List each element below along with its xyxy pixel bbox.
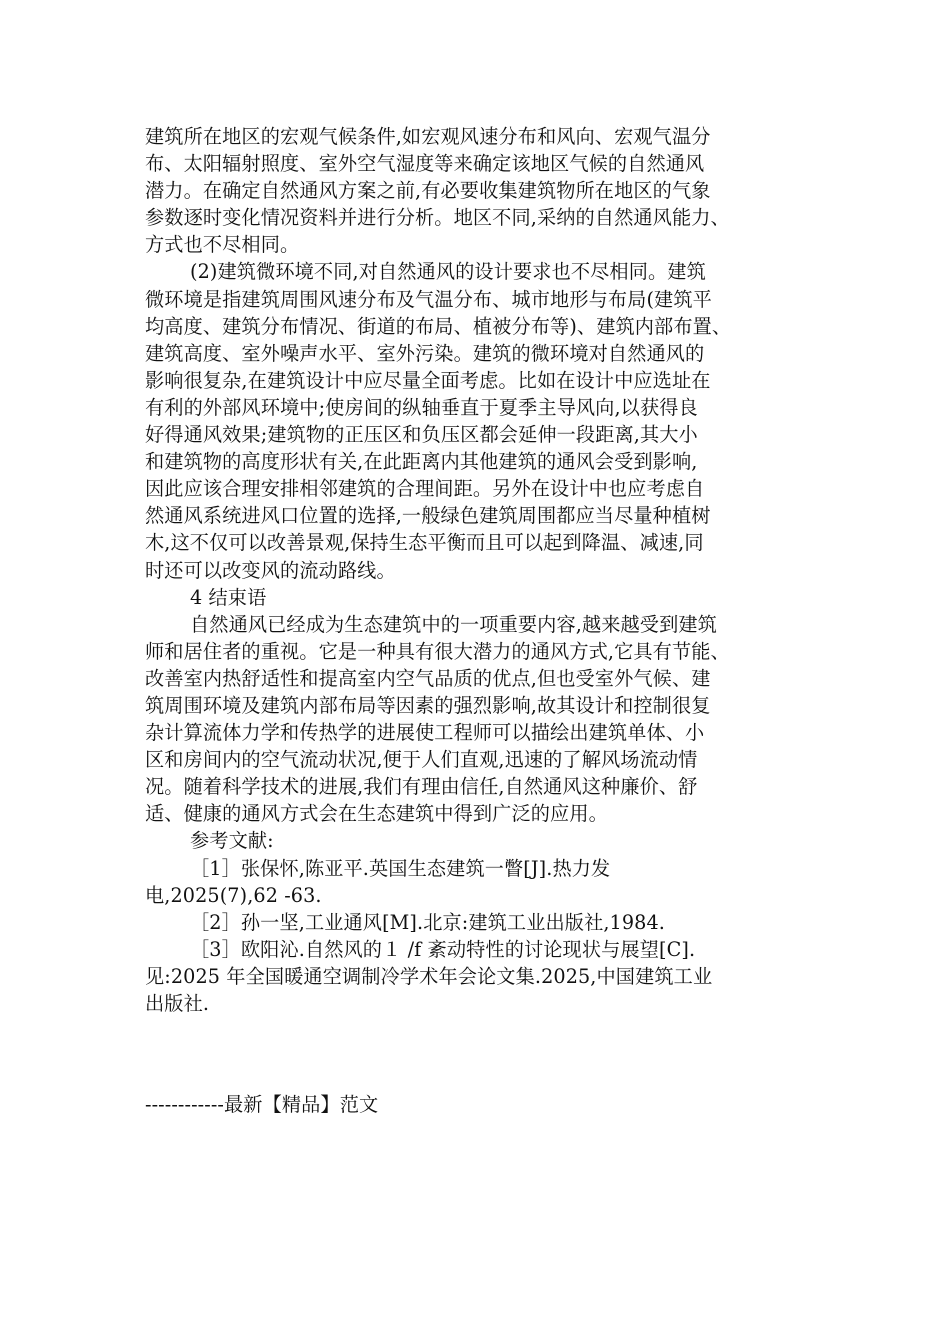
- text-line: 方式也不尽相同。: [145, 233, 300, 257]
- text-line: 和建筑物的高度形状有关,在此距离内其他建筑的通风会受到影响,: [145, 450, 698, 474]
- text-line: 然通风系统进风口位置的选择,一般绿色建筑周围都应当尽量种植树: [145, 504, 711, 528]
- text-line: (2)建筑微环境不同,对自然通风的设计要求也不尽相同。建筑: [190, 260, 706, 284]
- text-line: 师和居住者的重视。它是一种具有很大潜力的通风方式,它具有节能、: [145, 639, 730, 663]
- text-line: 木,这不仅可以改善景观,保持生态平衡而且可以起到降温、减速,同: [145, 531, 704, 555]
- text-line: 自然通风已经成为生态建筑中的一项重要内容,越来越受到建筑: [190, 612, 717, 636]
- text-line: ［3］欧阳沁.自然风的１ /f 紊动特性的讨论现状与展望[C].: [190, 937, 696, 961]
- text-line: 潜力。在确定自然通风方案之前,有必要收集建筑物所在地区的气象: [145, 179, 711, 203]
- text-line: ［2］孙一坚,工业通风[M].北京:建筑工业出版社,1984.: [190, 910, 665, 934]
- text-line: 均高度、建筑分布情况、街道的布局、植被分布等)、建筑内部布置、: [145, 314, 732, 338]
- references-heading: 参考文献:: [190, 829, 274, 853]
- text-line: 时还可以改变风的流动路线。: [145, 558, 396, 582]
- text-line: 区和房间内的空气流动状况,便于人们直观,迅速的了解风场流动情: [145, 748, 698, 772]
- text-line: 出版社.: [145, 992, 210, 1015]
- text-line: 杂计算流体力学和传热学的进展使工程师可以描绘出建筑单体、小: [145, 721, 705, 745]
- text-line: 况。随着科学技术的进展,我们有理由信任,自然通风这种廉价、舒: [145, 775, 698, 799]
- paragraph-microenvironment: [145, 258, 817, 583]
- paragraph-climate: [145, 123, 817, 258]
- text-line: 影响很复杂,在建筑设计中应尽量全面考虑。比如在设计中应选址在: [145, 368, 711, 392]
- text-line: 建筑所在地区的宏观气候条件,如宏观风速分布和风向、宏观气温分: [145, 125, 711, 148]
- text-line: 参数逐时变化情况资料并进行分析。地区不同,采纳的自然通风能力、: [145, 206, 730, 230]
- text-line: 电,2025(7),62 -63.: [145, 883, 322, 907]
- document-page: [145, 123, 817, 1118]
- reference-item: [145, 909, 817, 936]
- text-line: 好得通风效果;建筑物的正压区和负压区都会延伸一段距离,其大小: [145, 423, 698, 447]
- paragraph-conclusion: [145, 611, 817, 828]
- text-line: 微环境是指建筑周围风速分布及气温分布、城市地形与布局(建筑平: [145, 287, 712, 311]
- reference-item: [145, 855, 817, 909]
- text-line: 筑周围环境及建筑内部布局等因素的强烈影响,故其设计和控制很复: [145, 693, 711, 717]
- reference-list: [145, 855, 817, 1018]
- text-line: 适、健康的通风方式会在生态建筑中得到广泛的应用。: [145, 802, 608, 826]
- text-line: 见:2025 年全国暖通空调制冷学术年会论文集.2025,中国建筑工业: [145, 964, 713, 988]
- spacer: [145, 1017, 817, 1091]
- reference-item: [145, 936, 817, 1017]
- text-line: 改善室内热舒适性和提高室内空气品质的优点,但也受室外气候、建: [145, 666, 711, 690]
- footer-text: ------------最新【精品】范文: [145, 1093, 379, 1117]
- text-line: 布、太阳辐射照度、室外空气湿度等来确定该地区气候的自然通风: [145, 152, 705, 176]
- section-heading: 4 结束语: [190, 585, 267, 609]
- text-line: 因此应该合理安排相邻建筑的合理间距。另外在设计中也应考虑自: [145, 477, 705, 501]
- text-line: 建筑高度、室外噪声水平、室外污染。建筑的微环境对自然通风的: [145, 341, 705, 365]
- text-line: ［1］张保怀,陈亚平.英国生态建筑一瞥[J].热力发: [190, 856, 611, 880]
- text-line: 有利的外部风环境中;使房间的纵轴垂直于夏季主导风向,以获得良: [145, 395, 698, 419]
